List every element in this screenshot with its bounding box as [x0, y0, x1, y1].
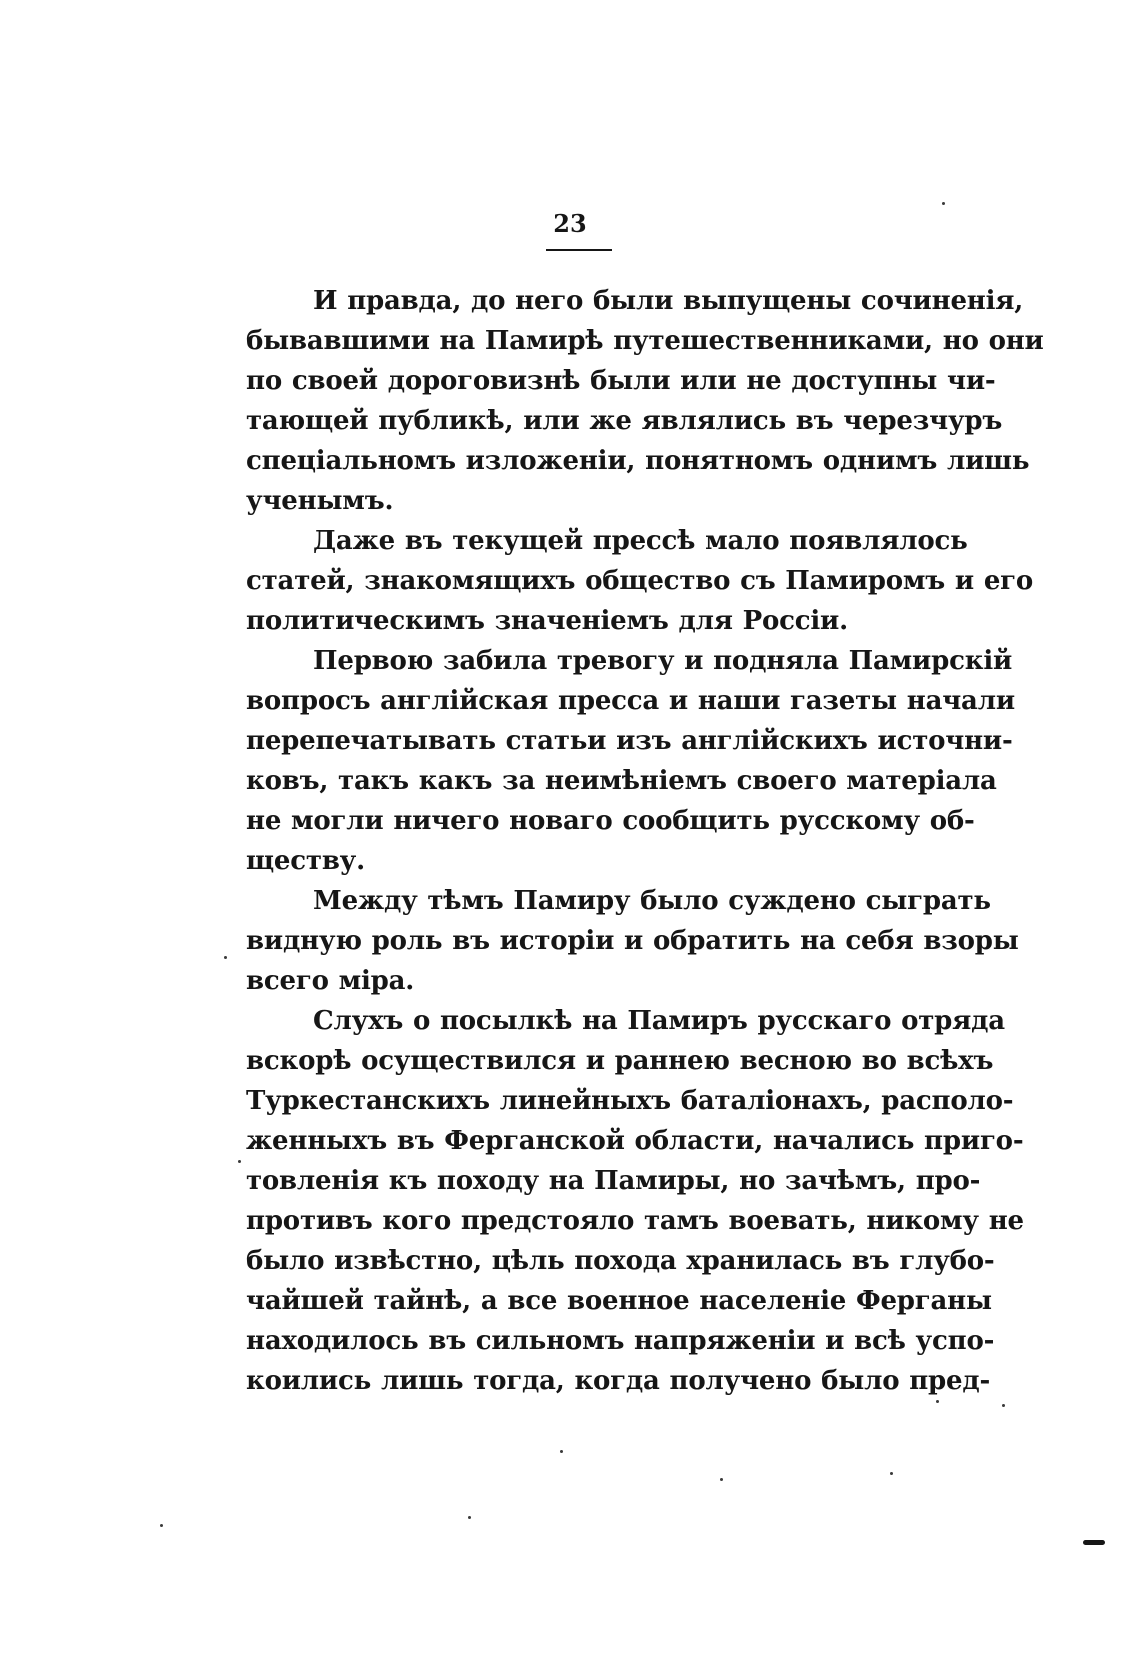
text-line: ществу. — [246, 846, 365, 876]
text-line: было извѣстно, цѣль похода хранилась въ глубо- — [246, 1246, 995, 1276]
scan-speck — [890, 1472, 893, 1475]
scan-speck — [720, 1478, 723, 1481]
text-line: тающей публикѣ, или же являлись въ черезчуръ — [246, 406, 1003, 436]
scan-speck — [1002, 1404, 1005, 1407]
text-line: всего міра. — [246, 966, 415, 996]
text-line: бывавшими на Памирѣ путешественниками, но они — [246, 326, 1044, 356]
scan-speck — [238, 1160, 241, 1163]
text-line: противъ кого предстояло тамъ воевать, никому не — [246, 1206, 1024, 1236]
text-line: политическимъ значеніемъ для Россіи. — [246, 606, 848, 636]
text-line: коились лишь тогда, когда получено было пред- — [246, 1366, 991, 1396]
text-line: не могли ничего новаго сообщить русскому об- — [246, 806, 975, 836]
text-line: Между тѣмъ Памиру было суждено сыграть — [313, 886, 991, 916]
text-line: И правда, до него были выпущены сочиненія, — [313, 286, 1024, 316]
body-text — [246, 281, 1044, 1401]
page-number-rule — [546, 249, 612, 251]
page-number: 23 — [553, 209, 587, 238]
text-line: вопросъ англійская пресса и наши газеты начали — [246, 686, 1015, 716]
text-line: перепечатывать статьи изъ англійскихъ источни- — [246, 726, 1013, 756]
text-line: ковъ, такъ какъ за неимѣніемъ своего матеріала — [246, 766, 997, 796]
scan-speck — [224, 956, 227, 959]
scan-speck — [560, 1450, 563, 1453]
text-line: Слухъ о посылкѣ на Памиръ русскаго отряда — [313, 1006, 1005, 1036]
text-line: видную роль въ исторіи и обратить на себя взоры — [246, 926, 1019, 956]
scan-speck — [942, 202, 945, 205]
text-line: статей, знакомящихъ общество съ Памиромъ и его — [246, 566, 1034, 596]
scan-speck — [160, 1524, 163, 1527]
text-line: ученымъ. — [246, 486, 394, 516]
text-line: по своей дороговизнѣ были или не доступны чи- — [246, 366, 996, 396]
text-line: Первою забила тревогу и подняла Памирскій — [313, 646, 1013, 676]
text-line: спеціальномъ изложеніи, понятномъ однимъ лишь — [246, 446, 1030, 476]
scan-edge-mark — [1083, 1540, 1105, 1545]
scan-speck — [468, 1516, 471, 1519]
text-line: Даже въ текущей прессѣ мало появлялось — [313, 526, 968, 556]
text-line: находилось въ сильномъ напряженіи и всѣ успо- — [246, 1326, 995, 1356]
text-line: женныхъ въ Ферганской области, начались приго- — [246, 1126, 1024, 1156]
text-line: чайшей тайнѣ, а все военное населеніе Ферганы — [246, 1286, 992, 1316]
text-line: вскорѣ осуществился и раннею весною во всѣхъ — [246, 1046, 994, 1076]
text-line: Туркестанскихъ линейныхъ баталіонахъ, располо- — [246, 1086, 1014, 1116]
scan-speck — [936, 1400, 939, 1403]
text-line: товленія къ походу на Памиры, но зачѣмъ, про- — [246, 1166, 981, 1196]
